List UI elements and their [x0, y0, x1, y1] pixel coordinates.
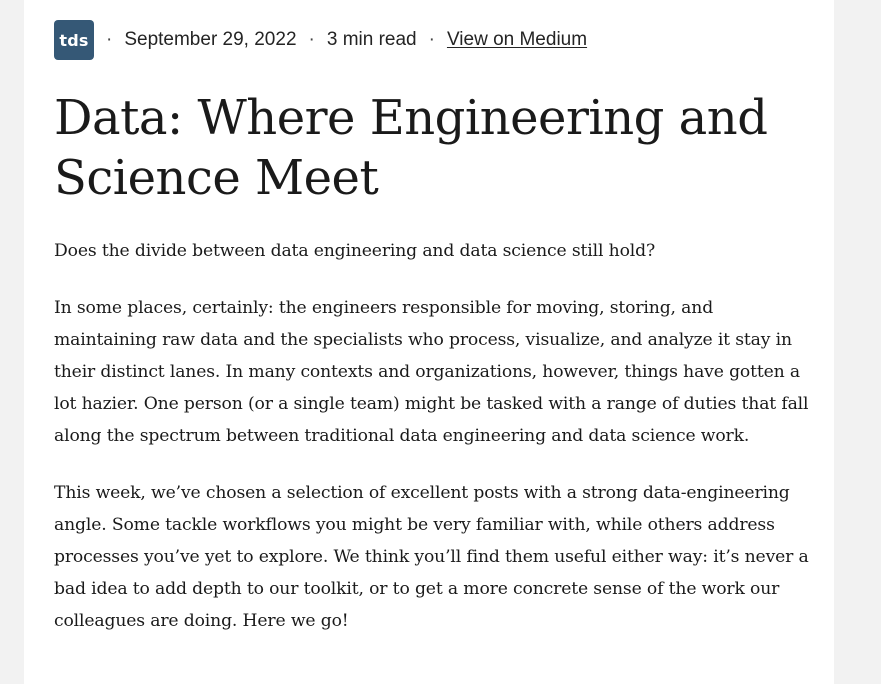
article-paragraph: This week, we’ve chosen a selection of excellent posts with a strong data-engineering angle. Some tackle workflows you might be very familiar with, while others address processes you’ve yet to explore. We think you’ll find them useful either way: it’s never a bad idea to add depth to our toolkit, or to get a more concrete sense of the work our colleagues are doing. Here we go! [54, 483, 809, 631]
meta-separator: · [106, 29, 113, 50]
article-paragraph: Does the divide between data engineering and data science still hold? [54, 241, 656, 261]
meta-separator: · [308, 29, 315, 50]
article-body [54, 235, 810, 662]
meta-separator: · [428, 29, 435, 50]
article-meta [54, 20, 587, 60]
article-title: Data: Where Engineering and Science Meet [54, 90, 768, 206]
publish-date: September 29, 2022 [124, 29, 297, 50]
view-on-medium-link[interactable]: View on Medium [446, 29, 588, 50]
read-time: 3 min read [326, 29, 417, 50]
article-paragraph: In some places, certainly: the engineers responsible for moving, storing, and maintaining raw data and the specialists who process, visualize, and analyze it stay in their distinct lanes. In many contexts and organizations, however, things have gotten a lot hazier. One person (or a single team) might be tasked with a range of duties that fall along the spectrum between traditional data engineering and data science work. [54, 298, 809, 446]
publication-avatar[interactable]: tds [54, 20, 94, 60]
article-card [24, 0, 834, 684]
